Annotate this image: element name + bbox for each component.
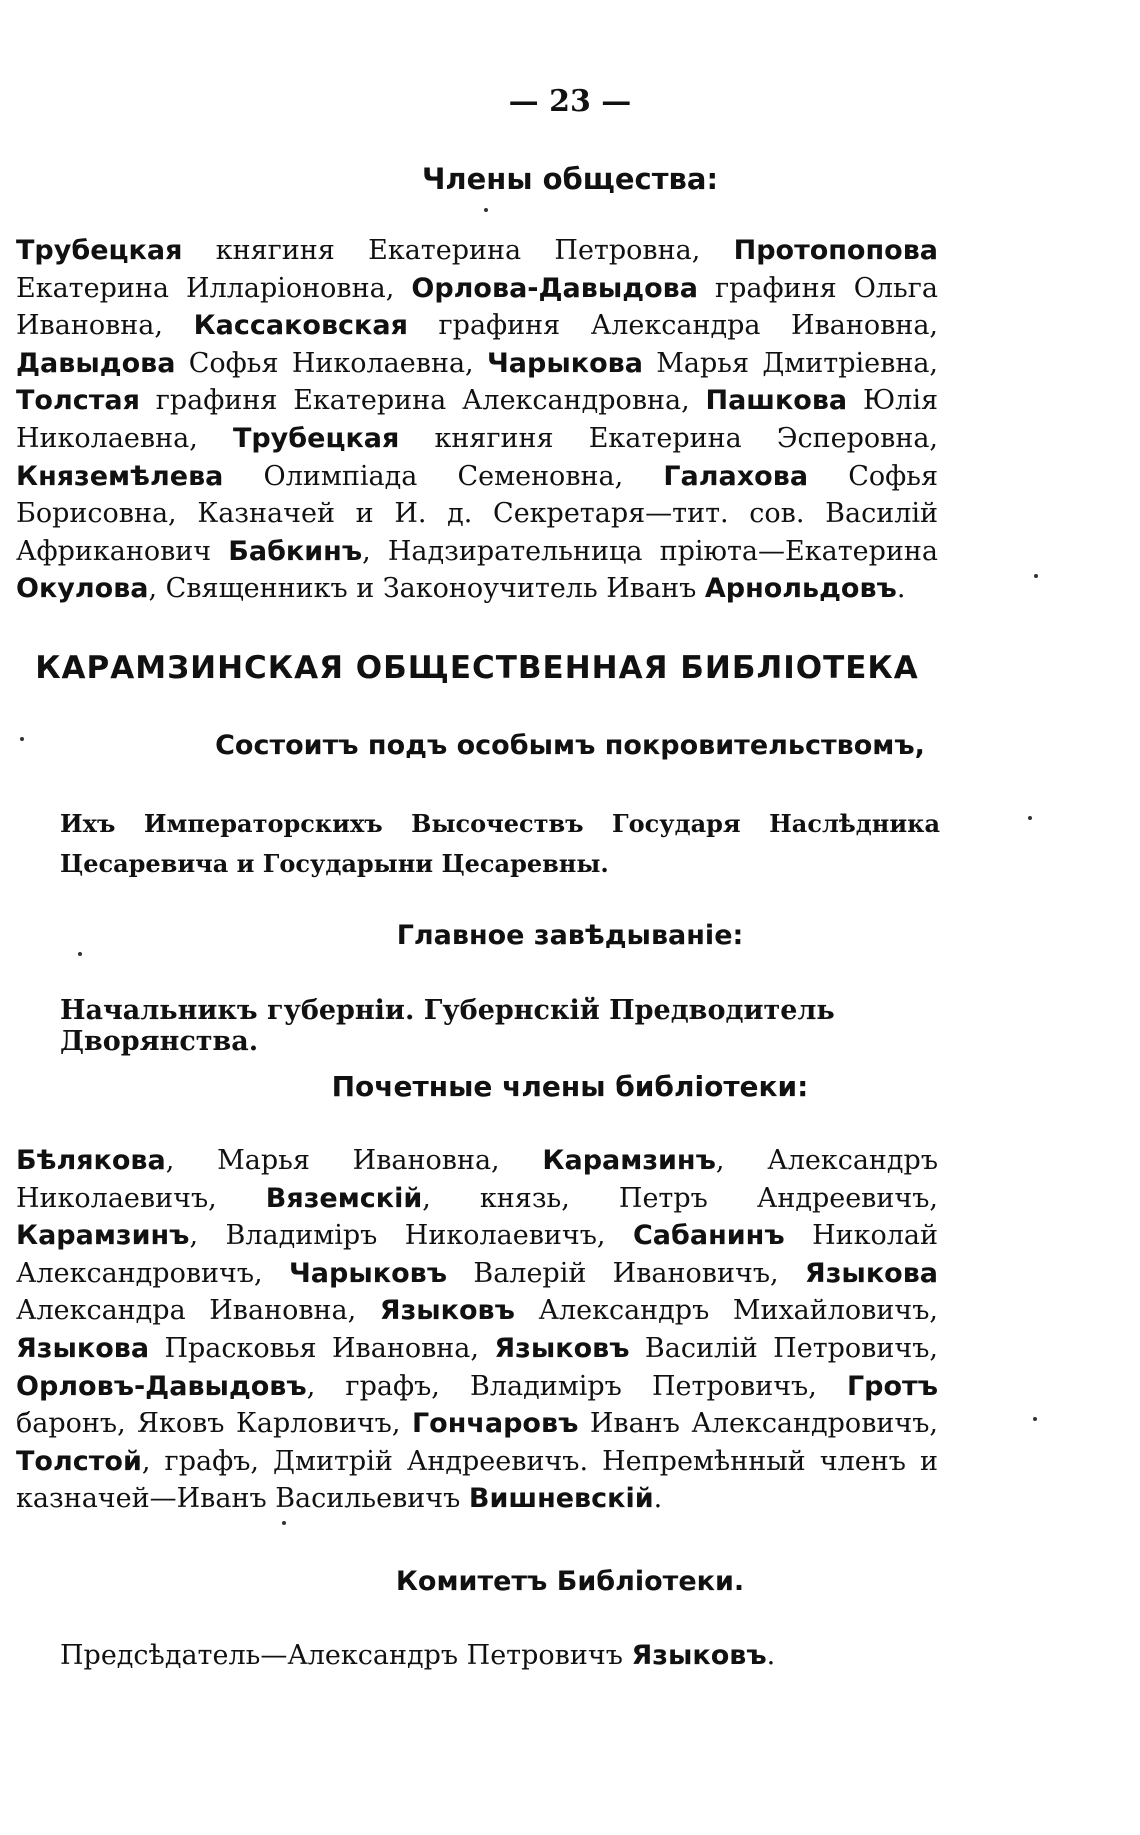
surname: Толстой [16,1445,142,1477]
honorary-paragraph [16,1142,938,1518]
print-speck [484,208,488,212]
print-speck [78,952,82,956]
surname: Бѣлякова [16,1145,166,1176]
text-run: баронъ, Яковъ Карловичъ, [16,1408,412,1440]
surname: Гротъ [846,1370,938,1402]
text-run: Софья Николаевна, [175,347,487,379]
surname: Галахова [663,460,809,492]
library-title: КАРАМЗИНСКАЯ ОБЩЕСТВЕННАЯ БИБЛІОТЕКА [35,650,919,686]
protection-line: Состоитъ подъ особымъ покровительствомъ, [215,730,925,761]
text-run: . [896,573,906,605]
members-heading: Члены общества: [421,162,719,196]
text-run: Софья Борисовна, Казначей и И. д. Секретаря—тит. сов. Василій Африканович [16,460,938,567]
members-paragraph [16,232,938,608]
surname: Кассаковская [193,310,408,342]
print-speck [1028,816,1032,820]
surname: Окулова [16,573,149,605]
surname: Орлова-Давыдова [411,272,698,304]
committee-heading: Комитетъ Библіотеки. [395,1566,745,1597]
chair-suffix: . [766,1640,776,1671]
management-heading: Главное завѣдываніе: [396,920,744,951]
print-speck [20,737,24,741]
text-run: , Александръ Николаевичъ, [16,1145,939,1214]
surname: Вишневскій [468,1483,654,1515]
text-run: Екатерина Илларіоновна, [16,272,412,304]
surname: Давыдова [16,347,176,379]
surname: Бабкинъ [228,535,363,567]
text-run: Александръ Михайловичъ, [514,1295,938,1327]
text-run: Александра Ивановна, [16,1295,380,1327]
text-run: княгиня Екатерина Петровна, [182,235,734,266]
surname: Карамзинъ [542,1145,716,1176]
text-run: Валерій Ивановичъ, [447,1257,805,1289]
patrons-text: Ихъ Императорскихъ Высочествъ Государя Наслѣдника Цесаревича и Государыни Цесаревны. [60,809,940,878]
text-run: , Священникъ и Законоучитель Иванъ [148,573,705,605]
text-run: Николай Александровичъ, [16,1220,938,1289]
surname: Трубецкая [16,235,183,266]
text-run: графиня Екатерина Александровна, [139,385,706,417]
text-run: , Надзирательница пріюта—Екатерина [362,535,938,567]
text-run: княгиня Екатерина Эсперовна, [399,422,939,454]
surname: Гончаровъ [411,1408,579,1440]
surname: Арнольдовъ [704,573,897,605]
surname: Языковъ [379,1295,515,1327]
print-speck [1034,574,1038,578]
text-run: Прасковья Ивановна, [149,1332,495,1364]
text-run: , Марья Ивановна, [165,1145,543,1176]
surname: Толстая [16,385,140,417]
surname: Языкова [16,1332,150,1364]
text-run: Василій Петровичъ, [629,1332,938,1364]
text-run: графиня Ольга Ивановна, [16,272,938,342]
print-speck [282,1521,286,1525]
chair-line [60,1640,960,1671]
surname: Языкова [804,1257,938,1289]
management-text: Начальникъ губерніи. Губернскій Предводитель Дворянства. [60,995,835,1057]
text-run: Олимпіада Семеновна, [223,460,664,492]
surname: Вяземскій [265,1182,423,1214]
surname: Чарыковъ [288,1257,448,1289]
surname: Протопопова [733,235,938,266]
text-run: , графъ, Владиміръ Петровичъ, [306,1370,847,1402]
honorary-heading: Почетные члены библіотеки: [331,1070,809,1103]
surname: Чарыкова [486,347,643,379]
text-run: графиня Александра Ивановна, [407,310,939,342]
surname: Карамзинъ [16,1220,190,1252]
page-number: — 23 — [508,84,632,119]
surname: Трубецкая [232,422,400,454]
chair-name: Языковъ [631,1640,767,1671]
surname: Княземѣлева [16,460,224,492]
text-run: , князь, Петръ Андреевичъ, [422,1182,938,1214]
print-speck [1033,1417,1037,1421]
text-run: Иванъ Александровичъ, [578,1408,938,1440]
text-run: Марья Дмитріевна, [642,347,938,379]
chair-prefix: Предсѣдатель—Александръ Петровичъ [60,1640,632,1671]
surname: Орловъ-Давыдовъ [16,1370,307,1402]
text-run: , графъ, Дмитрій Андреевичъ. Непремѣнный членъ и казначей—Иванъ Васильевичъ [16,1445,938,1515]
text-run: , Владиміръ Николаевичъ, [189,1220,633,1252]
surname: Пашкова [705,385,848,417]
surname: Языковъ [494,1332,630,1364]
surname: Сабанинъ [632,1220,785,1252]
text-run: Юлія Николаевна, [16,385,938,454]
text-run: . [653,1483,663,1515]
